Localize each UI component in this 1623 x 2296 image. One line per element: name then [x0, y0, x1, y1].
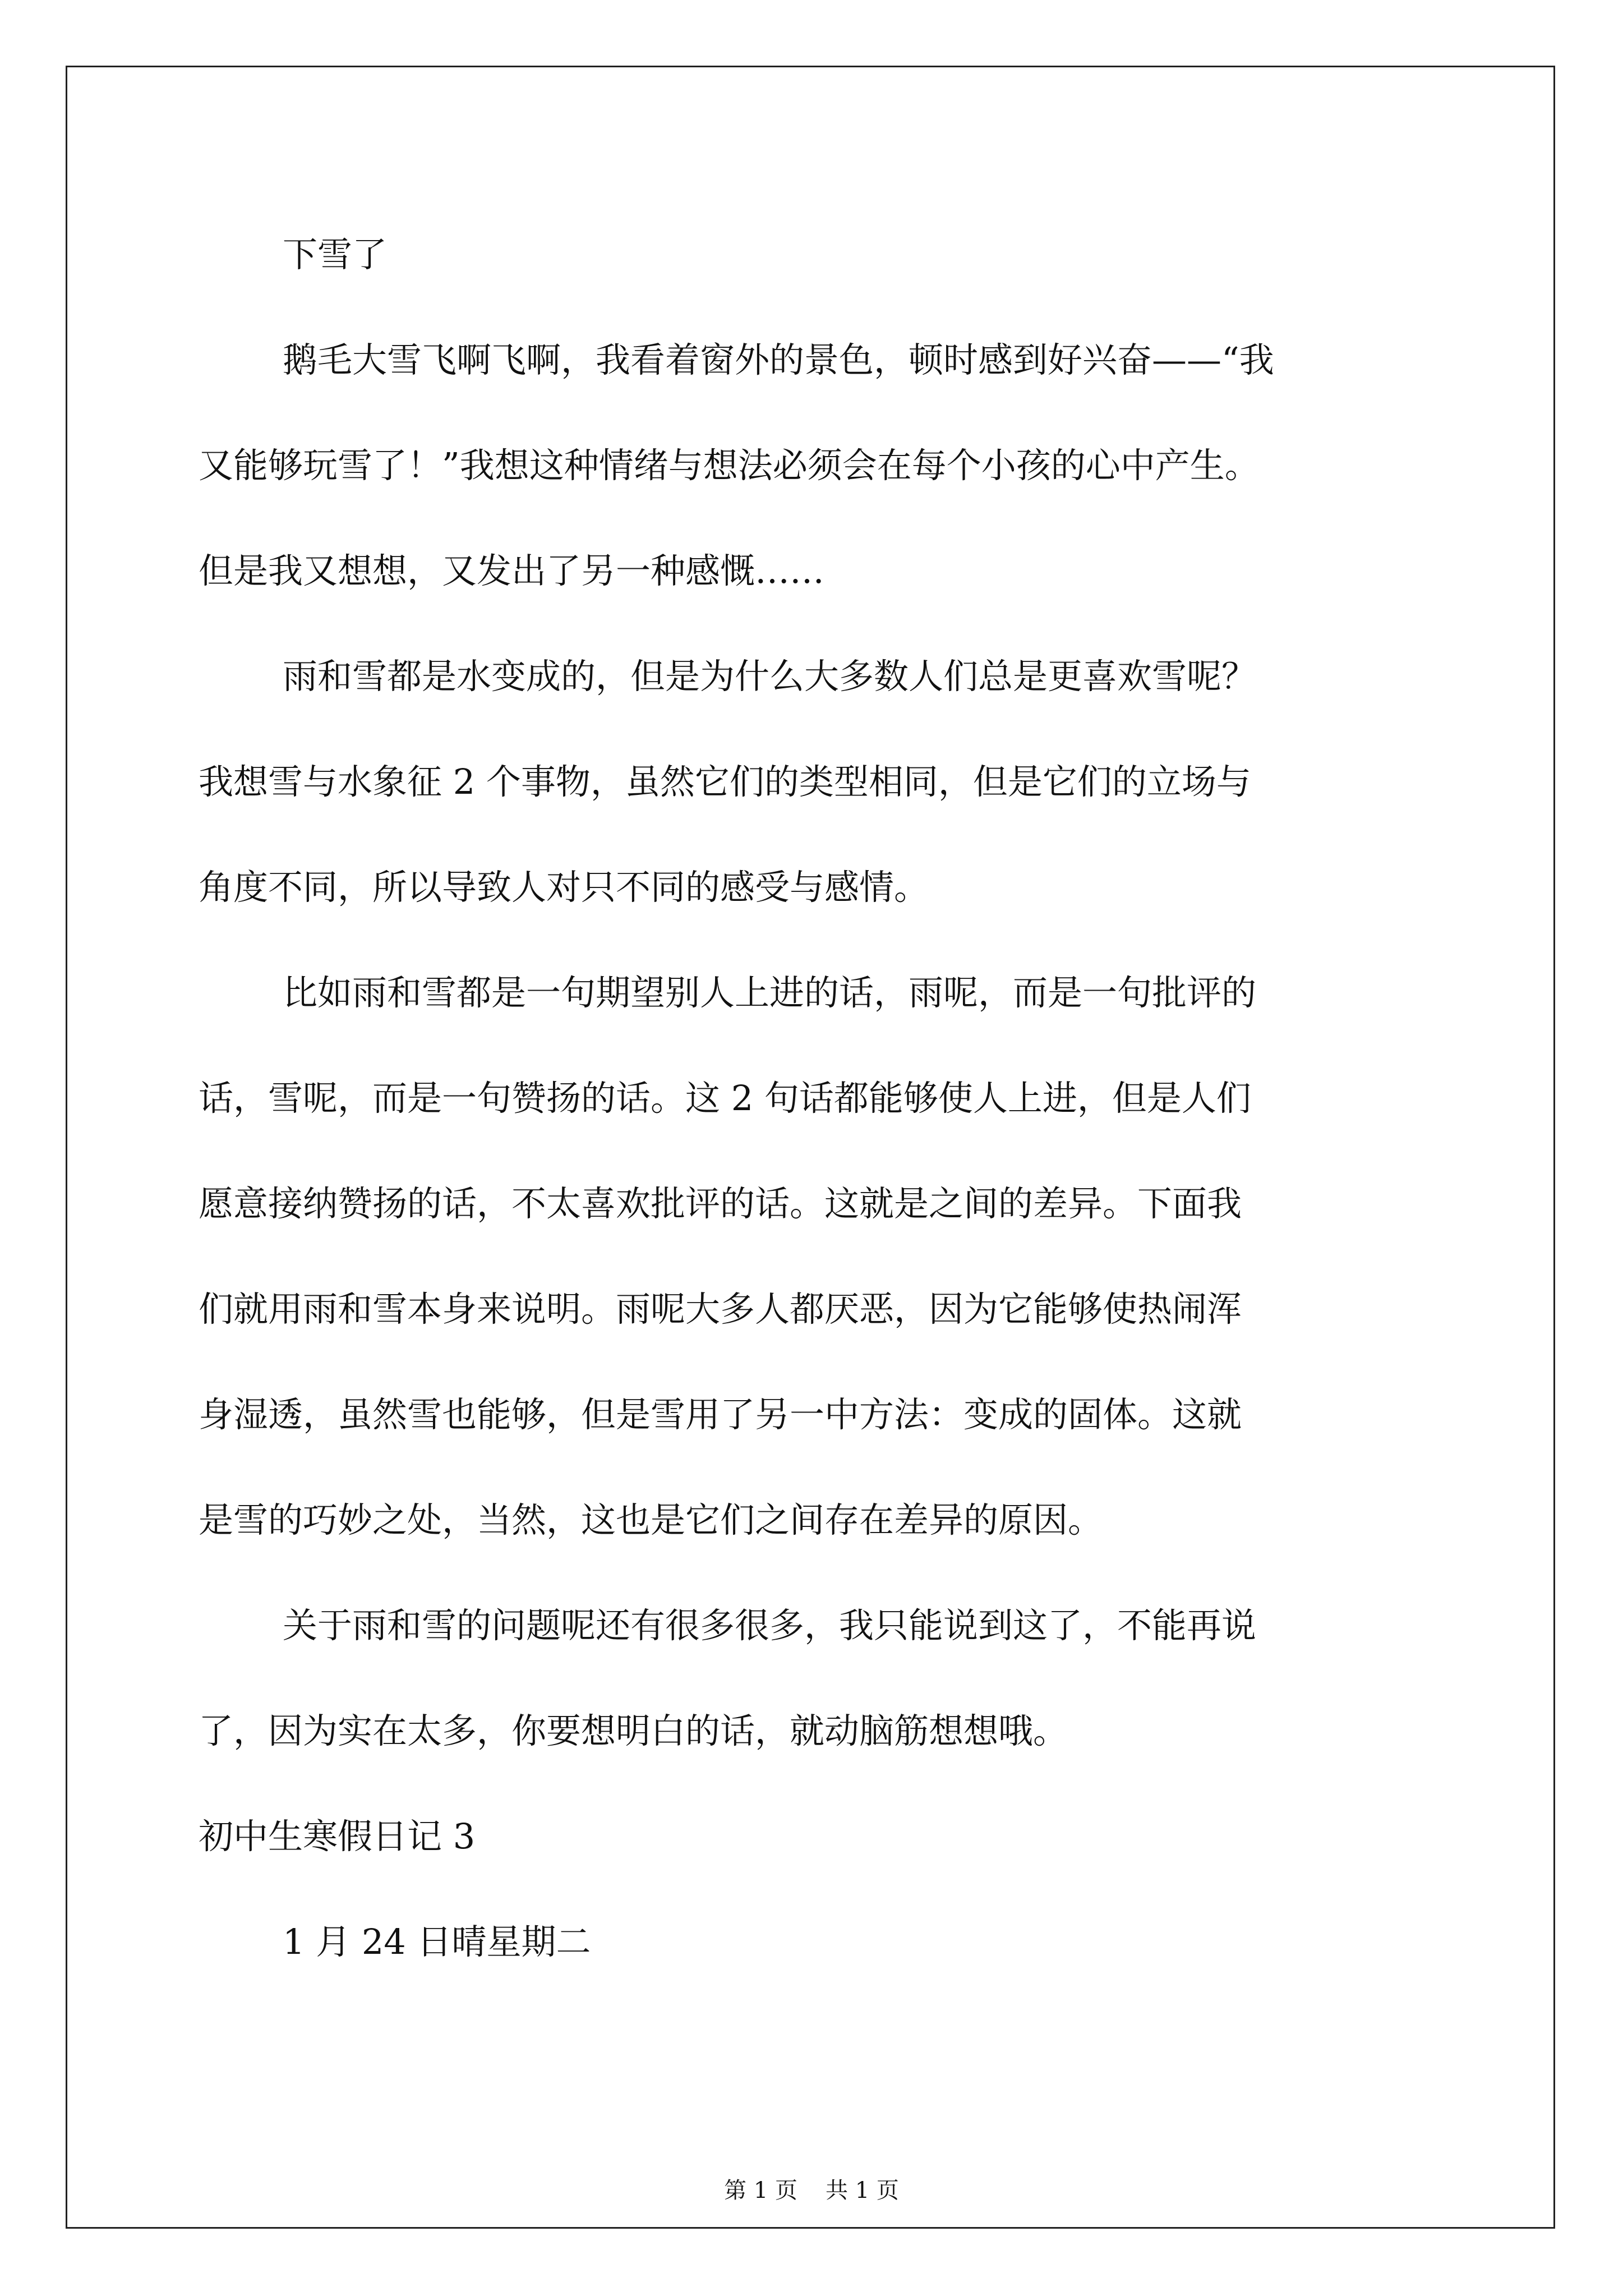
paragraph-line: 我想雪与水象征 2 个事物，虽然它们的类型相同，但是它们的立场与	[199, 761, 1251, 802]
paragraph-line: 关于雨和雪的问题呢还有很多很多，我只能说到这了，不能再说	[283, 1605, 1257, 1646]
diary-date-line: 1 月 24 日晴星期二	[283, 1921, 591, 1962]
paragraph-line: 比如雨和雪都是一句期望别人上进的话，雨呢，而是一句批评的	[283, 972, 1257, 1013]
paragraph-line: 是雪的巧妙之处，当然，这也是它们之间存在差异的原因。	[199, 1499, 1103, 1540]
section-heading: 初中生寒假日记 3	[199, 1816, 476, 1857]
page-footer	[0, 2177, 1623, 2205]
paragraph-line: 身湿透，虽然雪也能够，但是雪用了另一中方法：变成的固体。这就	[199, 1394, 1242, 1435]
paragraph-line: 们就用雨和雪本身来说明。雨呢大多人都厌恶，因为它能够使热闹浑	[199, 1289, 1242, 1329]
paragraph-line: 鹅毛大雪飞啊飞啊，我看着窗外的景色，顿时感到好兴奋——“我	[283, 339, 1274, 380]
paragraph-line: 话，雪呢，而是一句赞扬的话。这 2 句话都能够使人上进，但是人们	[199, 1078, 1251, 1119]
paragraph-line: 但是我又想想，又发出了另一种感慨……	[199, 550, 825, 591]
paragraph-line: 愿意接纳赞扬的话，不太喜欢批评的话。这就是之间的差异。下面我	[199, 1183, 1242, 1224]
paragraph-line: 下雪了	[283, 234, 388, 275]
page-number-current: 第 1 页	[724, 2178, 797, 2203]
paragraph-line: 雨和雪都是水变成的，但是为什么大多数人们总是更喜欢雪呢？	[283, 656, 1257, 697]
paragraph-line: 角度不同，所以导致人对只不同的感受与感情。	[199, 867, 929, 908]
paragraph-line: 又能够玩雪了！”我想这种情绪与想法必须会在每个小孩的心中产生。	[199, 445, 1260, 486]
paragraph-line: 了，因为实在太多，你要想明白的话，就动脑筋想想哦。	[199, 1710, 1068, 1751]
page-number-total: 共 1 页	[826, 2178, 899, 2203]
document-body	[199, 202, 1432, 1995]
